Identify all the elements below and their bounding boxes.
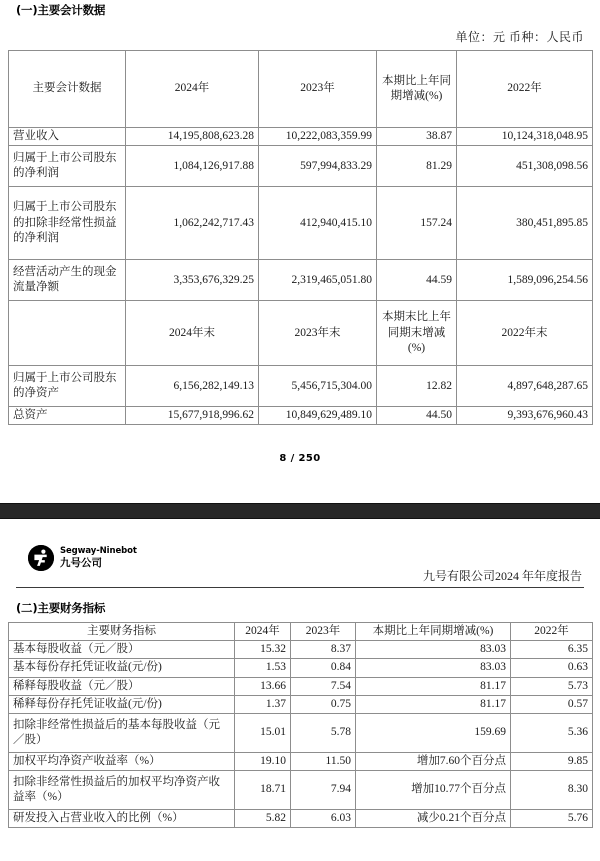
row-value-2023: 7.54 [291, 677, 356, 695]
header-cell-2022: 2022年 [457, 51, 593, 128]
row-value-change: 81.17 [356, 677, 511, 695]
row-value-change: 12.82 [377, 366, 457, 407]
header-cell-2022: 2022年 [511, 623, 593, 641]
row-value-change: 44.50 [377, 407, 457, 425]
row-value-change: 159.69 [356, 713, 511, 752]
row-value-2023: 8.37 [291, 641, 356, 659]
row-value-change: 增加10.77个百分点 [356, 771, 511, 810]
row-label: 扣除非经常性损益后的基本每股收益（元／股） [9, 713, 235, 752]
row-value-2023: 11.50 [291, 752, 356, 770]
section-heading-accounting: (一)主要会计数据 [16, 3, 106, 17]
header-cell-label: 主要会计数据 [9, 51, 126, 128]
row-value-2022: 9.85 [511, 752, 593, 770]
row-value-2024: 1,084,126,917.88 [126, 146, 259, 187]
table-row [9, 187, 593, 260]
row-value-2024: 19.10 [235, 752, 291, 770]
row-label: 稀释每股收益（元／股） [9, 677, 235, 695]
row-value-2024: 13.66 [235, 677, 291, 695]
row-label: 归属于上市公司股东的扣除非经常性损益的净利润 [9, 187, 126, 260]
row-value-2023: 5,456,715,304.00 [259, 366, 377, 407]
row-label: 基本每份存托凭证收益(元/份) [9, 659, 235, 677]
row-value-2023: 10,222,083,359.99 [259, 128, 377, 146]
row-value-2023: 7.94 [291, 771, 356, 810]
subheader-cell-change: 本期末比上年同期末增减(%) [377, 301, 457, 366]
row-value-2023: 2,319,465,051.80 [259, 260, 377, 301]
row-value-change: 减少0.21个百分点 [356, 810, 511, 828]
row-value-2022: 6.35 [511, 641, 593, 659]
row-value-2024: 18.71 [235, 771, 291, 810]
row-value-change: 83.03 [356, 659, 511, 677]
row-value-2023: 412,940,415.10 [259, 187, 377, 260]
table-row [9, 713, 593, 752]
row-value-2022: 380,451,895.85 [457, 187, 593, 260]
table-row [9, 771, 593, 810]
row-value-2024: 3,353,676,329.25 [126, 260, 259, 301]
row-value-2024: 15.32 [235, 641, 291, 659]
table-row [9, 260, 593, 301]
subheader-cell-2022: 2022年末 [457, 301, 593, 366]
row-value-2024: 1.53 [235, 659, 291, 677]
row-value-2023: 597,994,833.29 [259, 146, 377, 187]
header-cell-2023: 2023年 [291, 623, 356, 641]
row-value-change: 157.24 [377, 187, 457, 260]
subheader-cell-label [9, 301, 126, 366]
row-value-2022: 1,589,096,254.56 [457, 260, 593, 301]
row-value-change: 81.17 [356, 695, 511, 713]
row-value-2022: 5.36 [511, 713, 593, 752]
row-value-2024: 5.82 [235, 810, 291, 828]
table-header-row [9, 51, 593, 128]
brand-logo [28, 545, 137, 571]
row-value-2022: 8.30 [511, 771, 593, 810]
row-value-2024: 15,677,918,996.62 [126, 407, 259, 425]
table-row [9, 677, 593, 695]
table-row [9, 128, 593, 146]
document-header-title: 九号有限公司2024 年年度报告 [422, 569, 582, 583]
table-row [9, 659, 593, 677]
row-value-2022: 10,124,318,048.95 [457, 128, 593, 146]
report-page-9 [0, 541, 600, 861]
financial-indicators-table [8, 622, 593, 828]
row-value-2022: 5.76 [511, 810, 593, 828]
table-subheader-row [9, 301, 593, 366]
row-value-2022: 0.57 [511, 695, 593, 713]
row-value-2023: 0.84 [291, 659, 356, 677]
row-label: 扣除非经常性损益后的加权平均净资产收益率（%） [9, 771, 235, 810]
document-header [16, 541, 584, 588]
row-value-2023: 10,849,629,489.10 [259, 407, 377, 425]
row-label: 经营活动产生的现金流量净额 [9, 260, 126, 301]
row-value-2024: 14,195,808,623.28 [126, 128, 259, 146]
table-row [9, 366, 593, 407]
row-value-2022: 5.73 [511, 677, 593, 695]
table-header-row [9, 623, 593, 641]
row-value-2024: 6,156,282,149.13 [126, 366, 259, 407]
header-cell-2024: 2024年 [126, 51, 259, 128]
row-value-2023: 6.03 [291, 810, 356, 828]
header-cell-change: 本期比上年同期增减(%) [377, 51, 457, 128]
row-value-2023: 0.75 [291, 695, 356, 713]
header-cell-2024: 2024年 [235, 623, 291, 641]
row-label: 基本每股收益（元／股） [9, 641, 235, 659]
brand-name-en: Segway-Ninebot [60, 546, 137, 557]
header-cell-label: 主要财务指标 [9, 623, 235, 641]
row-value-change: 83.03 [356, 641, 511, 659]
row-value-change: 81.29 [377, 146, 457, 187]
row-label: 归属于上市公司股东的净资产 [9, 366, 126, 407]
row-value-2023: 5.78 [291, 713, 356, 752]
row-label: 稀释每份存托凭证收益(元/份) [9, 695, 235, 713]
header-cell-2023: 2023年 [259, 51, 377, 128]
unit-note: 单位：元 币种：人民币 [455, 30, 584, 44]
table-row [9, 407, 593, 425]
row-label: 总资产 [9, 407, 126, 425]
row-label: 研发投入占营业收入的比例（%） [9, 810, 235, 828]
row-value-2022: 4,897,648,287.65 [457, 366, 593, 407]
row-label: 加权平均净资产收益率（%） [9, 752, 235, 770]
row-value-2022: 0.63 [511, 659, 593, 677]
table-row [9, 641, 593, 659]
section-heading-indicators: (二)主要财务指标 [16, 601, 106, 615]
row-value-2024: 15.01 [235, 713, 291, 752]
subheader-cell-2024: 2024年末 [126, 301, 259, 366]
row-value-change: 增加7.60个百分点 [356, 752, 511, 770]
row-value-2024: 1.37 [235, 695, 291, 713]
brand-name-cn: 九号公司 [60, 556, 102, 569]
table-row [9, 695, 593, 713]
table-row [9, 146, 593, 187]
row-value-change: 38.87 [377, 128, 457, 146]
table-row [9, 752, 593, 770]
row-label: 营业收入 [9, 128, 126, 146]
brand-logo-text [60, 546, 137, 570]
row-value-2022: 9,393,676,960.43 [457, 407, 593, 425]
accounting-data-table [8, 50, 593, 425]
page-number: 8 / 250 [279, 453, 321, 465]
row-value-2024: 1,062,242,717.43 [126, 187, 259, 260]
row-value-change: 44.59 [377, 260, 457, 301]
subheader-cell-2023: 2023年末 [259, 301, 377, 366]
row-value-2022: 451,308,098.56 [457, 146, 593, 187]
row-label: 归属于上市公司股东的净利润 [9, 146, 126, 187]
table-row [9, 810, 593, 828]
header-cell-change: 本期比上年同期增减(%) [356, 623, 511, 641]
page-separator [0, 503, 600, 519]
segway-ninebot-logo-icon [28, 545, 54, 571]
